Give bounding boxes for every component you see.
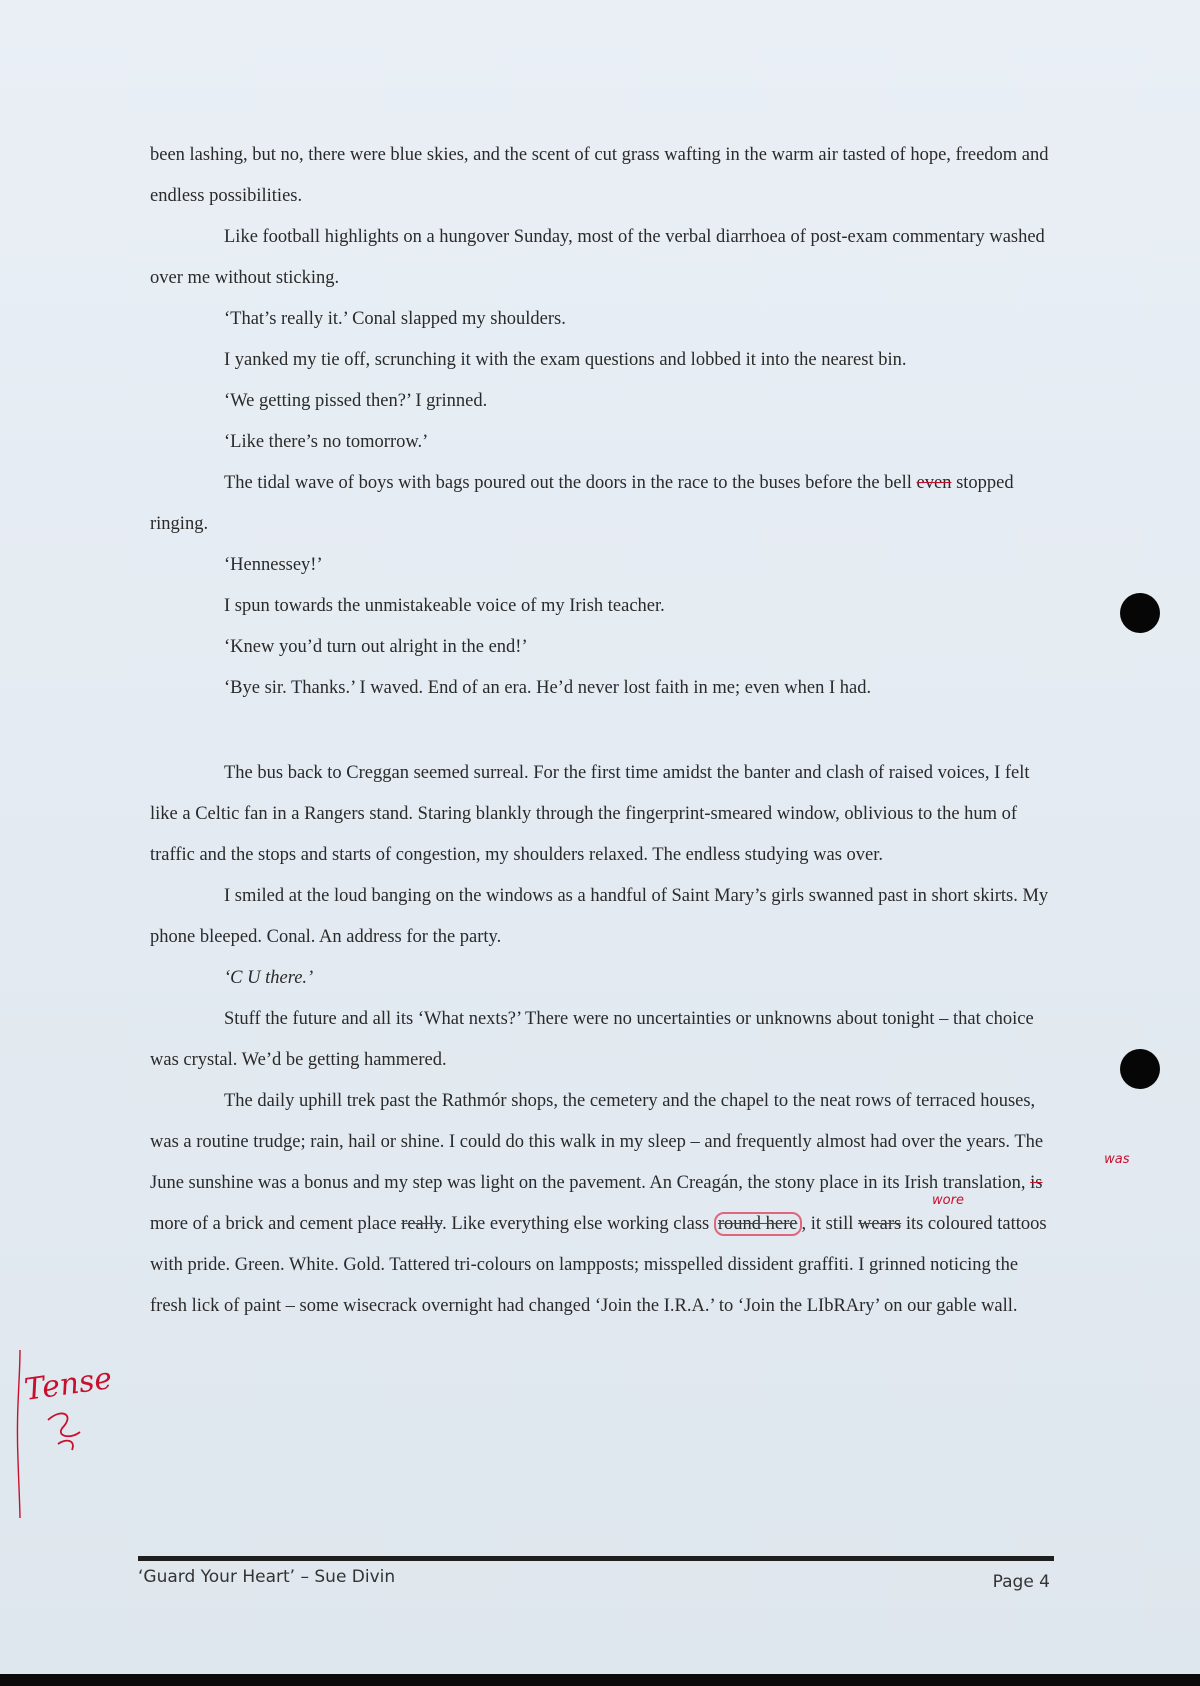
text-run: its coloured tattoos with pride. Green. White. Gold. Tattered tri-colours on lampposts; misspelled dissident graffiti. I grinned noticing the fresh lick of paint – some wisecrack overnight had changed ‘Join the I.R.A.’ to ‘Join the LIbRAry’ on our gable wall. (150, 1214, 1047, 1316)
text-run: The daily uphill trek past the Rathmór shops, the cemetery and the chapel to the neat rows of terraced houses, was a routine trudge; rain, hail or shine. I could do this walk in my sleep – and frequently almost had over the years. The June sunshine was a bonus and my step was light on the pavement. An Creagán, the stony place in its Irish translation, (150, 1091, 1044, 1193)
paragraph (150, 1081, 1130, 1327)
paragraph: ‘That’s really it.’ Conal slapped my shoulders. (224, 309, 566, 329)
paragraph: ‘Knew you’d turn out alright in the end!’ (224, 637, 528, 657)
paragraph: ‘Hennessey!’ (224, 555, 323, 575)
manuscript-body (150, 135, 1130, 1327)
paragraph: ‘Bye sir. Thanks.’ I waved. End of an era. He’d never lost faith in me; even when I had. (224, 678, 872, 698)
scan-edge (0, 1674, 1200, 1686)
struck-word: round here (714, 1212, 802, 1236)
struck-word: even (916, 473, 952, 493)
paragraph: Like football highlights on a hungover Sunday, most of the verbal diarrhoea of post-exam commentary washed over me without sticking. (150, 227, 1045, 288)
text-run: . Like everything else working class (442, 1214, 714, 1234)
footer-divider (138, 1556, 1054, 1561)
tense-note: Tense (22, 1361, 115, 1408)
punch-hole (1120, 1049, 1160, 1089)
paragraph: I spun towards the unmistakeable voice of my Irish teacher. (224, 596, 665, 616)
paragraph: I smiled at the loud banging on the windows as a handful of Saint Mary’s girls swanned past in short skirts. My phone bleeped. Conal. An address for the party. (150, 886, 1049, 947)
paragraph: The bus back to Creggan seemed surreal. For the first time amidst the banter and clash of raised voices, I felt like a Celtic fan in a Rangers stand. Staring blankly through the fingerprint-smeared window, oblivious to the hum of traffic and the stops and starts of congestion, my shoulders relaxed. The endless studying was over. (150, 763, 1030, 865)
handwritten-insertion: wore (932, 1193, 964, 1208)
paragraph: been lashing, but no, there were blue skies, and the scent of cut grass wafting in the warm air tasted of hope, freedom and endless possibilities. (150, 145, 1049, 206)
text-run: more of a brick and cement place (150, 1214, 402, 1234)
paragraph: ‘We getting pissed then?’ I grinned. (224, 391, 488, 411)
correction (858, 1193, 964, 1234)
paragraph: Stuff the future and all its ‘What nexts?’ There were no uncertainties or unknowns about tonight – that choice was crystal. We’d be getting hammered. (150, 1009, 1034, 1070)
text-run: stopped ringing. (150, 473, 1014, 534)
text-run: , it still (801, 1214, 859, 1234)
text-message: ‘C U there.’ (224, 968, 314, 988)
paragraph: ‘Like there’s no tomorrow.’ (224, 432, 429, 452)
text-run: The tidal wave of boys with bags poured out the doors in the race to the buses before the bell (224, 473, 917, 493)
correction (1030, 1152, 1130, 1193)
punch-hole (1120, 593, 1160, 633)
struck-word: really (401, 1214, 443, 1234)
page-number: Page 4 (992, 1572, 1050, 1592)
handwritten-insertion: was (1104, 1152, 1130, 1167)
margin-annotation (6, 1340, 126, 1520)
paragraph (150, 463, 1055, 545)
paragraph: I yanked my tie off, scrunching it with the exam questions and lobbed it into the nearest bin. (224, 350, 907, 370)
section-break (150, 709, 1055, 753)
struck-word: is (1030, 1173, 1043, 1193)
footer-title: ‘Guard Your Heart’ – Sue Divin (138, 1567, 396, 1587)
struck-word: wears (858, 1214, 902, 1234)
